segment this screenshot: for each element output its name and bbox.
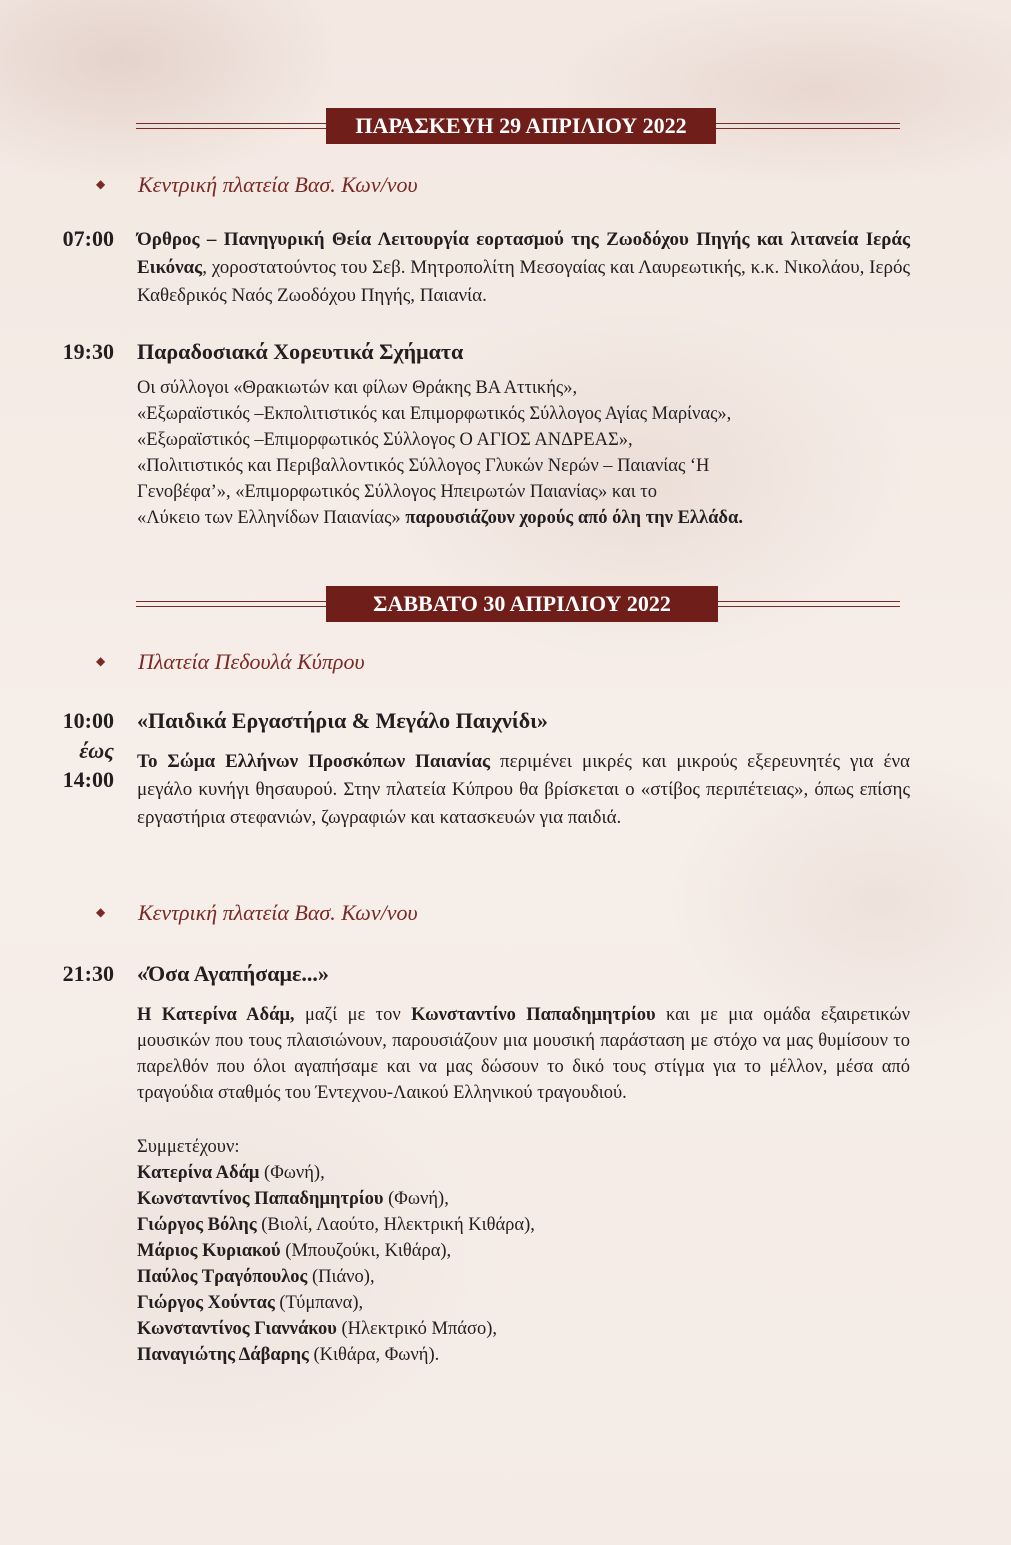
- day1-event2-title: Παραδοσιακά Χορευτικά Σχήματα: [137, 339, 464, 364]
- participant-role: (Τύμπανα),: [274, 1293, 364, 1313]
- text-line: «Εξωραϊστικός –Επιμορφωτικός Σύλλογος Ο ΑΓΙΟΣ ΑΝΔΡΕΑΣ»,: [137, 430, 633, 450]
- day1-event2-time: 19:30: [62, 339, 114, 364]
- diamond-bullet-icon: ◆: [96, 654, 106, 669]
- participant-item: [137, 1316, 911, 1342]
- text-line: Οι σύλλογοι «Θρακιωτών και φίλων Θράκης ΒΑ Αττικής»,: [137, 378, 578, 398]
- day1-event1-text: [137, 226, 910, 310]
- text-plain: «Λύκειο των Ελληνίδων Παιανίας»: [137, 508, 406, 528]
- participant-item: [137, 1264, 911, 1290]
- participant-role: (Φωνή),: [383, 1189, 449, 1209]
- participant-name: Κωνσταντίνος Παπαδημητρίου: [137, 1189, 384, 1209]
- participant-item: [137, 1186, 911, 1212]
- text-line: «Πολιτιστικός και Περιβαλλοντικός Σύλλογος Γλυκών Νερών – Παιανίας ‘Η: [137, 456, 710, 476]
- day2-event1-text: [137, 748, 910, 832]
- day2-event1-bold: Το Σώμα Ελλήνων Προσκόπων Παιανίας: [137, 751, 491, 772]
- day2-location2-label: Κεντρική πλατεία Βασ. Κων/νου: [138, 900, 418, 925]
- participant-role: (Κιθάρα, Φωνή).: [308, 1345, 440, 1365]
- day1-event1-bold: Όρθρος – Πανηγυρική Θεία Λειτουργία εορτασμού της Ζωοδόχου Πηγής και λιτανεία Ιεράς Εικόνας: [137, 229, 910, 278]
- participant-item: [137, 1212, 911, 1238]
- participant-name: Παύλος Τραγόπουλος: [137, 1267, 308, 1287]
- day2-event2-time: 21:30: [62, 961, 114, 986]
- intro-bold-1: Η Κατερίνα Αδάμ,: [137, 1005, 295, 1025]
- participant-name: Κατερίνα Αδάμ: [137, 1163, 260, 1183]
- intro-text-2: και με μια ομάδα εξαιρετικών μουσικών που τους πλαισιώνουν, παρουσιάζουν μια μουσική παράσταση με στόχο να μας θυμίσουν το παρελθόν που όλοι αγαπήσαμε και να μας δώσουν το δικό τους στίγμα για το μέλλον, μέσα από τραγούδια σταθμός του Έντεχνου-Λαικού Ελληνικού τραγουδιού.: [137, 1005, 910, 1103]
- day2-event2-title: «Όσα Αγαπήσαμε...»: [137, 961, 329, 986]
- day2-location2: [96, 900, 418, 926]
- day1-event2-text: [137, 375, 911, 531]
- diamond-bullet-icon: ◆: [96, 905, 106, 920]
- day2-location1-label: Πλατεία Πεδουλά Κύπρου: [138, 649, 365, 674]
- intro-text-1: μαζί με τον: [294, 1005, 412, 1025]
- participant-role: (Πιάνο),: [307, 1267, 375, 1287]
- text-line: [137, 505, 911, 531]
- participants-label: Συμμετέχουν:: [137, 1137, 240, 1157]
- participant-item: [137, 1342, 911, 1368]
- day1-location-label: Κεντρική πλατεία Βασ. Κων/νου: [138, 172, 418, 197]
- day1-location: [96, 172, 418, 198]
- day1-event1-rest: , χοροστατούντος του Σεβ. Μητροπολίτη Μεσογαίας και Λαυρεωτικής, κ.κ. Νικολάου, Ιερός Καθεδρικός Ναός Ζωοδόχου Πηγής, Παιανία.: [137, 257, 910, 306]
- participant-role: (Βιολί, Λαούτο, Ηλεκτρική Κιθάρα),: [256, 1215, 535, 1235]
- text-line: Γενοβέφα’», «Επιμορφωτικός Σύλλογος Ηπειρωτών Παιανίας» και το: [137, 482, 657, 502]
- participant-role: (Μπουζούκι, Κιθάρα),: [280, 1241, 452, 1261]
- participant-name: Μάριος Κυριακού: [137, 1241, 281, 1261]
- text-bold: παρουσιάζουν χορούς από όλη την Ελλάδα.: [405, 508, 743, 528]
- participant-name: Κωνσταντίνος Γιαννάκου: [137, 1319, 337, 1339]
- day2-event1-time-start: 10:00: [62, 708, 114, 733]
- intro-bold-2: Κωνσταντίνο Παπαδημητρίου: [411, 1005, 656, 1025]
- diamond-bullet-icon: ◆: [96, 177, 106, 192]
- participant-name: Γιώργος Χούντας: [137, 1293, 275, 1313]
- day2-event1-title: «Παιδικά Εργαστήρια & Μεγάλο Παιχνίδι»: [137, 708, 548, 733]
- text-line: «Εξωραϊστικός –Εκπολιτιστικός και Επιμορφωτικός Σύλλογος Αγίας Μαρίνας»,: [137, 404, 732, 424]
- day1-event1-time: 07:00: [62, 226, 114, 251]
- day2-location1: [96, 649, 365, 675]
- day2-event2-intro: [137, 1002, 910, 1106]
- day1-header-label: ΠΑΡΑΣΚΕΥΗ 29 ΑΠΡΙΛΙΟΥ 2022: [326, 108, 716, 144]
- day2-participants: [137, 1134, 911, 1368]
- participant-item: [137, 1238, 911, 1264]
- day2-header: [136, 586, 900, 622]
- day2-event1-rest: περιμένει μικρές και μικρούς εξερευνητές για ένα μεγάλο κυνήγι θησαυρού. Στην πλατεία Κύπρου θα βρίσκεται ο «στίβος περιπέτειας», όπως επίσης εργαστήρια στεφανιών, ζωγραφιών και κατασκευών για παιδιά.: [137, 751, 911, 828]
- participant-name: Παναγιώτης Δάβαρης: [137, 1345, 309, 1365]
- participant-role: (Ηλεκτρικό Μπάσο),: [336, 1319, 498, 1339]
- day1-header: [136, 108, 900, 144]
- participant-name: Γιώργος Βόλης: [137, 1215, 257, 1235]
- day2-event1-time-end: 14:00: [62, 767, 114, 792]
- participant-item: [137, 1290, 911, 1316]
- participant-item: [137, 1160, 911, 1186]
- day2-header-label: ΣΑΒΒΑΤΟ 30 ΑΠΡΙΛΙΟΥ 2022: [326, 586, 718, 622]
- day2-event1-time-sep: έως: [79, 738, 114, 763]
- participant-role: (Φωνή),: [259, 1163, 325, 1183]
